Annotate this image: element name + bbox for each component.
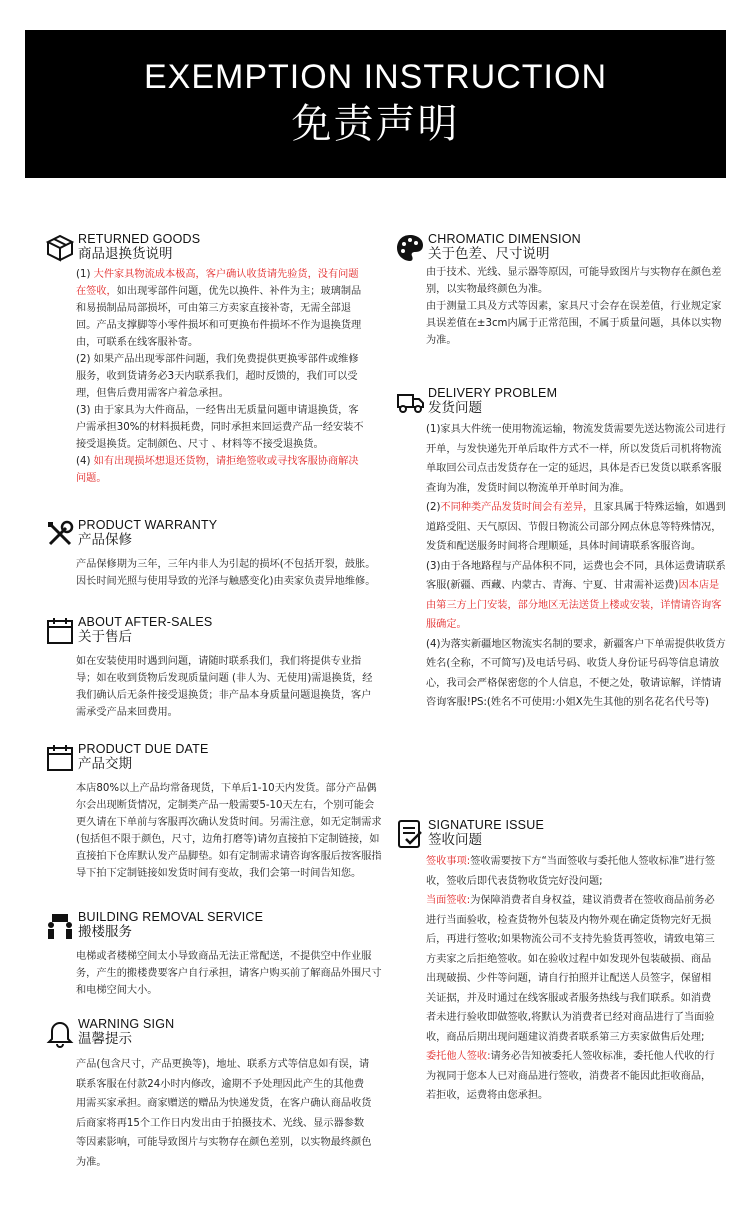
delivery-paragraph-1: (1)家具大件统一使用物流运输，物流发货需要先送达物流公司进行开单，与发快递先开单后取件方式不一样，所以发货后司机将物流单取回公司点击发货存在一定的延迟，具体是否已发货以联系客服查询为准，发货时间以物流单开单时间为准。 bbox=[426, 424, 726, 494]
section-delivery-problem bbox=[394, 386, 734, 786]
bell-icon bbox=[44, 1017, 76, 1049]
movers-icon bbox=[44, 910, 76, 942]
signature-item-2: 当面签收:为保障消费者自身权益，建议消费者在签收商品前务必进行当面验收，检查货物外包装及内物外观在确定货物完好无损后，再进行签收;如果物流公司不支持先验货再签收，请致电第三方卖家之后拒绝签收。如在验收过程中如发现外包装破损、商品出现破损、少件等问题，请自行拍照并让配送人员签字，保留相关证据，并及时通过在线客服或者服务热线与我们联系。如消费者未进行验收即做签收,将默认为消费者已经对商品进行了当面验收，商品后期出现问题建议消费者联系第三方卖家做售后处理; bbox=[426, 895, 715, 1043]
section-title-en: CHROMATIC DIMENSION bbox=[428, 232, 581, 246]
section-title-en: RETURNED GOODS bbox=[78, 232, 201, 246]
returned-paragraph-4: (4) 如有出现损坏想退还货物，请拒绝签收或寻找客服协商解决问题。 bbox=[76, 456, 359, 484]
section-product-due-date bbox=[44, 742, 384, 902]
section-title-en: PRODUCT DUE DATE bbox=[78, 742, 209, 756]
section-title-zh: 关于色差、尺寸说明 bbox=[428, 246, 550, 262]
calendar-icon bbox=[44, 742, 76, 774]
header-banner bbox=[25, 30, 726, 178]
section-title-en: BUILDING REMOVAL SERVICE bbox=[78, 910, 264, 924]
section-warning-sign bbox=[44, 1017, 374, 1177]
section-title-en: WARNING SIGN bbox=[78, 1017, 175, 1031]
section-title-en: PRODUCT WARRANTY bbox=[78, 518, 218, 532]
section-title-zh: 关于售后 bbox=[78, 629, 132, 645]
section-title-zh: 温馨提示 bbox=[78, 1031, 132, 1047]
section-title-en: SIGNATURE ISSUE bbox=[428, 818, 544, 832]
duedate-text: 本店80%以上产品均常备现货，下单后1-10天内发货。部分产品偶尔会出现断货情况，定制类产品一般需要5-10天左右，个别可能会更久请在下单前与客服再次确认发货时间。另需注意，如无定制需求(包括但不限于颜色，尺寸，边角打磨等)请勿直接拍下定制链接，如直接拍下仓库默认发产品脚垫。如有定制需求请咨询客服后按客服指导下拍下定制链接如发货时间有变故，我们会第一时间告知您。 bbox=[76, 783, 382, 879]
calendar-icon bbox=[44, 615, 76, 647]
section-title-zh: 发货问题 bbox=[428, 400, 482, 416]
section-title-zh: 签收问题 bbox=[428, 832, 482, 848]
delivery-paragraph-2: (2)不同种类产品发货时间会有差异，且家具属于特殊运输，如遇到道路受阻、天气原因、节假日物流公司部分网点休息等特殊情况，发货和配送服务时间将合理顺延，具体时间请联系客服咨询。 bbox=[426, 502, 726, 552]
banner-title-zh: 免责声明 bbox=[291, 101, 460, 147]
banner-title-en: EXEMPTION INSTRUCTION bbox=[143, 58, 608, 96]
section-title-en: DELIVERY PROBLEM bbox=[428, 386, 558, 400]
section-returned-goods bbox=[44, 232, 364, 512]
returned-paragraph-1: (1) 大件家具物流成本极高，客户确认收货请先验货，没有问题在签收，如出现零部件问题，优先以换件、补件为主；玻璃制品和易损制品局部损坏，可由第三方卖家直接补寄，无需全部退回。产品支撑脚等小零件损坏和可更换布件损坏不作为退换货理由，可联系在线客服补寄。 bbox=[76, 269, 362, 348]
warranty-text: 产品保修期为三年，三年内非人为引起的损坏(不包括开裂，鼓胀。因长时间光照与使用导致的光泽与触感变化)由卖家负责异地维修。 bbox=[76, 559, 376, 587]
chromatic-paragraph-1: 由于技术、光线、显示器等原因，可能导致图片与实物存在颜色差别，以实物最终颜色为准。 bbox=[426, 267, 722, 295]
returned-paragraph-2: (2) 如果产品出现零部件问题，我们免费提供更换零部件或维修服务，收到货请务必3天内联系我们，超时反馈的，我们可以受理，但售后费用需客户着急承担。 bbox=[76, 354, 359, 399]
signature-item-1: 签收事项:签收需要按下方“当面签收与委托他人签收标准”进行签收，签收后即代表货物收货完好没问题; bbox=[426, 856, 716, 887]
warning-text: 产品(包含尺寸，产品更换等)，地址、联系方式等信息如有误，请联系客服在付款24小时内修改，逾期不予处理因此产生的其他费用需买家承担。商家赠送的赠品为快递发货，在客户确认商品收货后商家将再15个工作日内发出由于拍摄技术、光线、显示器参数等因素影响，可能导致图片与实物存在颜色差别，以实物最终颜色为准。 bbox=[76, 1059, 372, 1168]
chromatic-paragraph-2: 由于测量工具及方式等因素，家具尺寸会存在误差值，行业规定家具误差值在±3cm内属于正常范围，不属于质量问题，具体以实物为准。 bbox=[426, 301, 722, 346]
signature-item-3: 委托他人签收:请务必告知被委托人签收标准，委托他人代收的行为视同于您本人已对商品进行签收，消费者不能因此拒收商品，若拒收，运费将由您承担。 bbox=[426, 1051, 715, 1101]
section-product-warranty bbox=[44, 518, 379, 608]
section-title-zh: 产品交期 bbox=[78, 756, 132, 772]
aftersales-text: 如在安装使用时遇到问题，请随时联系我们，我们将提供专业指导；如在收到货物后发现质量问题 (非人为、无使用)需退换货，经我们确认后无条件接受退换货；非产品本身质量问题退换货，客户需承受产品来回费用。 bbox=[76, 656, 373, 718]
document-check-icon bbox=[394, 818, 426, 850]
delivery-paragraph-3: (3)由于各地路程与产品体积不同，运费也会不同，具体运费请联系客服(新疆、西藏、内蒙古、青海、宁夏、甘肃需补运费)因本店是由第三方上门安装，部分地区无法送货上楼或安装，详情请咨询客服确定。 bbox=[426, 560, 726, 630]
returned-paragraph-3: (3) 由于家具为大件商品，一经售出无质量问题申请退换货，客户需承担30%的材料损耗费，同时承担来回运费产品一经安装不接受退换货。定制颜色、尺寸 、材料等不接受退换货。 bbox=[76, 405, 364, 450]
removal-text: 电梯或者楼梯空间太小导致商品无法正常配送，不提供空中作业服务，产生的搬楼费要客户自行承担，请客户购买前了解商品外围尺寸和电梯空间大小。 bbox=[76, 951, 382, 996]
section-title-zh: 搬楼服务 bbox=[78, 924, 132, 940]
section-after-sales bbox=[44, 615, 379, 725]
section-title-zh: 产品保修 bbox=[78, 532, 132, 548]
truck-icon bbox=[394, 386, 426, 418]
section-title-zh: 商品退换货说明 bbox=[78, 246, 173, 262]
tools-wrench-icon bbox=[44, 518, 76, 550]
delivery-paragraph-4: (4)为落实新疆地区物流实名制的要求，新疆客户下单需提供收货方姓名(全称，不可简写)及电话号码、收货人身份证号码等信息请放心，我司会严格保密您的个人信息，不便之处，敬请谅解，详情请咨询客服!PS:(姓名不可使用:小姐X先生其他的别名花名代号等) bbox=[426, 638, 726, 708]
section-title-en: ABOUT AFTER-SALES bbox=[78, 615, 213, 629]
section-signature-issue bbox=[394, 818, 734, 1158]
box-package-icon bbox=[44, 232, 76, 264]
palette-icon bbox=[394, 232, 426, 264]
section-building-removal bbox=[44, 910, 384, 1010]
section-chromatic-dimension bbox=[394, 232, 734, 352]
